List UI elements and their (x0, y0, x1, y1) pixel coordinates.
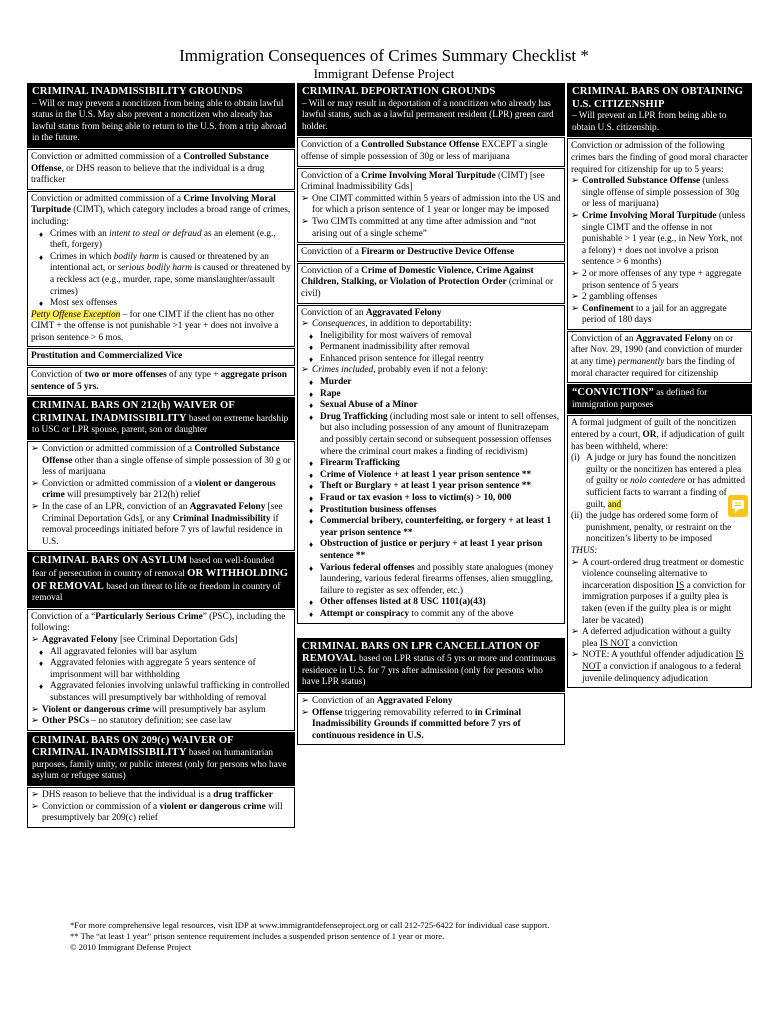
text: – Will or may result in deportation of a noncitizen who already has lawful status, such as a lawful permanent resident (LPR) green card holder. (302, 98, 554, 132)
list-item: ➢ Controlled Substance Offense (unless single offense of simple possession of 30g or less of marijuana) (571, 176, 748, 211)
text: based on well-founded fear of persecution in country of removal (32, 556, 275, 579)
list-item: ➢ 2 gambling offenses (571, 292, 748, 304)
page-subtitle: Immigrant Defense Project (313, 66, 455, 81)
list-item: ♦ Aggravated felonies with aggregate 5 years sentence of imprisonment will bar withholding (39, 658, 291, 681)
list-item: ♦ Permanent inadmissibility after removal (309, 342, 561, 354)
list-item: ➢ Offense triggering removability referred to in Criminal Inadmissibility Grounds if committed before 7 yrs of continuous residence in U.S. (301, 708, 561, 743)
list-item: ♦ Murder (309, 377, 561, 389)
list-item: ➢ Conviction or admitted commission of a Controlled Substance Offense other than a single offense of simple possession of 30 g or less of marijuana (31, 444, 291, 479)
text: based on threat to life or freedom in country of removal (32, 581, 281, 604)
inadmissibility-header (27, 83, 295, 148)
list-item: ♦ Enhanced prison sentence for illegal reentry (309, 354, 561, 366)
text: CRIMINAL BARS ON ASYLUM (32, 555, 188, 567)
list-item: ♦ Sexual Abuse of a Minor (309, 400, 561, 412)
list-item: ♦ Theft or Burglary + at least 1 year prison sentence ** (309, 481, 561, 493)
list-item: ➢ A court-ordered drug treatment or domestic violence counseling alternative to incarceration disposition IS a conviction for immigration purposes if a guilty plea is taken (even if the guilty plea is or might later be vacated) (571, 558, 748, 628)
list-item: (i) A judge or jury has found the noncitizen guilty or the noncitizen has entered a plea of guilty or nolo contedere or has admitted sufficient facts to warrant a finding of guilt, and (571, 453, 745, 510)
list-item: ➢ Other PSCs – no statutory definition; see case law (31, 716, 291, 728)
text: Controlled Substance Offense (31, 151, 269, 174)
list-item: ➢ NOTE: A youthful offender adjudication IS NOT a conviction if analogous to a federal juvenile delinquency adjudication (571, 650, 748, 685)
citizenship-header (567, 83, 752, 137)
list-item: ➢ 2 or more offenses of any type + aggregate prison sentence of 5 years (571, 269, 748, 292)
list-item: ♦ Ineligibility for most waivers of removal (309, 331, 561, 343)
text: CRIMINAL BARS ON LPR CANCELLATION OF REMOVAL (302, 640, 540, 665)
cit-af-box: Conviction of an Aggravated Felony on or after Nov. 29, 1990 (and conviction of murder at any time) permanently bars the finding of moral character required for citizenship (567, 331, 752, 383)
inad-cso-box (27, 149, 295, 190)
list-item: (ii) the judge has ordered some form of punishment, penalty, or restraint on the noncitizen’s liberty to be imposed (571, 511, 732, 545)
list-item: ♦ Other offenses listed at 8 USC 1101(a)(43) (309, 597, 561, 609)
list-item: ➢ Conviction or admitted commission of a violent or dangerous crime will presumptively bar 212(h) relief (31, 479, 291, 502)
footer-notes (70, 920, 750, 953)
and-highlight: and (607, 499, 622, 510)
list-item: ➢ One CIMT committed within 5 years of admission into the US and for which a prison sentence of 1 year or longer may be imposed (301, 194, 561, 217)
footer-line: © 2010 Immigrant Defense Project (70, 942, 192, 952)
list-item: ♦ Drug Trafficking (including most sale or intent to sell offenses, but also including possession of any amount of flunitrazepam and possibly certain second or subsequent possession offenses where the criminal court makes a finding of recidivism) (309, 412, 561, 458)
text: Conviction or admitted commission of a (31, 193, 184, 204)
list-item: ♦ Crimes in which bodily harm is caused or threatened by an intentional act, or serious bodily harm is caused or threatened by a reckless act (e.g., murder, rape, some manslaughter/assault crimes) (39, 252, 291, 298)
list-item: ♦ Commercial bribery, counterfeiting, or forgery + at least 1 year prison sentence ** (309, 516, 561, 539)
text: CRIMINAL BARS ON 212(h) WAIVER OF CRIMINAL INADMISSIBILITY (32, 400, 235, 424)
list-item: ➢ DHS reason to believe that the individual is a drug trafficker (31, 790, 291, 802)
dep-cso-box: Conviction of a Controlled Substance Offense EXCEPT a single offense of simple possession of 30g or less of marijuana (297, 137, 565, 166)
lpr-cancellation-box (297, 693, 565, 745)
list-item: ♦ Aggravated felonies involving unlawful trafficking in controlled substances will presumptively bar withholding of removal (39, 681, 291, 704)
dep-dv-box: Conviction of a Crime of Domestic Violence, Crime Against Children, Stalking, or Violation of Protection Order (criminal or civil) (297, 263, 565, 304)
text: Conviction or admitted commission of a (31, 151, 184, 162)
asylum-header (27, 552, 295, 607)
waiver-209c-header (27, 732, 295, 786)
list-item: ♦ Various federal offenses and possibly state analogues (money laundering, various federal firearms offenses, alien smuggling, failure to register as sex offender, etc.) (309, 563, 561, 598)
inadmissibility-header-text: – Will or may prevent a noncitizen from being able to obtain lawful status in the U.S. May also prevent a noncitizen who already has lawful status from being able to return to the U.S. from a trip abroad in the future. (32, 98, 287, 144)
column-citizenship (567, 83, 752, 689)
text: as defined for immigration purposes (572, 388, 708, 410)
deportation-header (297, 83, 565, 136)
list-item: ♦ Crime of Violence + at least 1 year prison sentence ** (309, 470, 561, 482)
list-item: ♦ Firearm Trafficking (309, 458, 561, 470)
list-item: ➢ Confinement to a jail for an aggregate period of 180 days (571, 304, 748, 327)
dep-firearm-box: Conviction of a Firearm or Destructive Device Offense (297, 244, 565, 262)
text: OR WITHHOLDING OF REMOVAL (32, 567, 289, 592)
column-deportation (297, 83, 565, 746)
waiver-212h-header (27, 397, 295, 440)
lpr-cancellation-header (297, 638, 565, 692)
list-item: ♦ Rape (309, 389, 561, 401)
list-item: ♦ Most sex offenses (39, 298, 291, 310)
list-item: ➢ Violent or dangerous crime will presumptively bar asylum (31, 705, 291, 717)
text: CRIMINAL DEPORTATION GROUNDS (302, 86, 496, 97)
list-item: ♦ Crimes with an intent to steal or defraud as an element (e.g., theft, forgery) (39, 229, 291, 252)
conviction-header (567, 384, 752, 414)
text: CRIMINAL BARS ON 209(c) WAIVER OF CRIMINAL INADMISSIBILITY (32, 734, 234, 759)
conviction-box: A formal judgment of guilt of the noncitizen entered by a court, OR, if adjudication of guilt has been withheld, where: (i) A judge or jury has found the noncitizen guilty or the noncitizen has entered a plea of guilty or nolo contedere or has admitted sufficient facts to warrant a finding of guilt, and (ii) the judge has ordered some form of punishment, penalty, or restraint on the noncitizen’s liberty to be imposed THUS: ➢ A court-ordered drug treatment or domestic violence counseling alternative to incarceration disposition IS a conviction for immigration purposes if a guilty plea is taken (even if the guilty plea is or might later be vacated) ➢ A deferred adjudication without a guilty plea IS NOT a conviction ➢ NOTE: A youthful offender adjudication IS NOT a conviction if analogous to a federal juvenile delinquency adjudication (567, 415, 752, 688)
text: – Will prevent an LPR from being able to obtain U.S. citizenship. (572, 111, 727, 133)
list-item: ♦ Attempt or conspiracy to commit any of the above (309, 609, 561, 621)
text: based on LPR status of 5 yrs or more and continuous residence in U.S. for 7 yrs after admission (only for persons who have LPR status) (302, 654, 556, 688)
list-item: ➢ Two CIMTs committed at any time after admission and “not arising out of a single scheme” (301, 217, 561, 240)
inad-cimt-box (27, 191, 295, 348)
page-title: Immigration Consequences of Crimes Summary Checklist * (179, 46, 589, 65)
petty-offense-highlight: Petty Offense Exception (31, 309, 121, 320)
text: (CIMT), which category includes a broad range of crimes, including: (31, 205, 291, 227)
text: – for one CIMT if the client has no other CIMT + the offense is not punishable >1 year + does not involve a prison sentence > 6 mos. (31, 309, 279, 343)
list-item: ➢ A deferred adjudication without a guilty plea IS NOT a conviction (571, 627, 748, 650)
list-item: ➢ Aggravated Felony [see Criminal Deportation Gds] (31, 635, 291, 647)
list-item: ➢ Consequences, in addition to deportability: (301, 319, 561, 331)
footer-line: *For more comprehensive legal resources, visit IDP at www.immigrantdefenseproject.org or call 212-725-6422 for individual case support. (70, 920, 550, 930)
inadmissibility-header-title: CRIMINAL INADMISSIBILITY GROUNDS (32, 86, 243, 97)
text: based on humanitarian purposes, family unity, or public interest (only for persons who have asylum or refugee status) (32, 748, 287, 782)
list-item: ➢ Crimes included, probably even if not a felony: (301, 365, 561, 377)
text: Prostitution and Commercialized Vice (31, 351, 183, 362)
asylum-box: Conviction of a “Particularly Serious Crime” (PSC), including the following: ➢ Aggravated Felony [see Criminal Deportation Gds] ♦ All aggravated felonies will bar asylum ♦ Aggravated felonies with aggregate 5 years sentence of imprisonment will bar withholding ♦ Aggravated felonies involving unlawful trafficking in controlled substances will presumptively bar withholding of removal ➢ Violent or dangerous crime will presumptively bar asylum ➢ Other PSCs – no statutory definition; see case law (27, 609, 295, 731)
prostitution-box (27, 348, 295, 366)
waiver-209c-box (27, 787, 295, 828)
column-inadmissibility (27, 83, 295, 829)
waiver-212h-box (27, 441, 295, 551)
list-item: ➢ Crime Involving Moral Turpitude (unless single CIMT and the offense in not punishable > 1 year (e.g., in New York, not a felony) + does not involve a prison sentence > 6 months) (571, 211, 748, 269)
list-item: ♦ Fraud or tax evasion + loss to victim(s) > 10, 000 (309, 493, 561, 505)
list-item: ➢ Conviction or commission of a violent or dangerous crime will presumptively bar 209(c) relief (31, 802, 291, 825)
gmc-box: Conviction or admission of the following crimes bars the finding of good moral character required for citizenship for up to 5 years: ➢ Controlled Substance Offense (unless single offense of simple possession of 30g or less of marijuana) ➢ Crime Involving Moral Turpitude (unless single CIMT and the offense in not punishable > 1 year (e.g., in New York, not a felony) + does not involve a prison sentence > 6 months) ➢ 2 or more offenses of any type + aggregate prison sentence of 5 years ➢ 2 gambling offenses ➢ Confinement to a jail for an aggregate period of 180 days (567, 138, 752, 330)
list-item: ➢ In the case of an LPR, conviction of an Aggravated Felony [see Criminal Deportation Gds], or any Criminal Inadmissibility if removal proceedings initiated before 7 yrs of lawful residence in U.S. (31, 502, 291, 548)
list-item: ♦ Obstruction of justice or perjury + at least 1 year prison sentence ** (309, 539, 561, 562)
two-offenses-box: Conviction of two or more offenses of any type + aggregate prison sentence of 5 yrs. (27, 367, 295, 396)
text: based on extreme hardship to USC or LPR spouse, parent, son or daughter (32, 413, 289, 436)
text: CRIMINAL BARS ON OBTAINING U.S. CITIZENSHIP (572, 86, 744, 110)
footer-line: ** The “at least 1 year” prison sentence requirement includes a suspended prison sentence of 1 year or more. (70, 931, 445, 941)
dep-cimt-box: Conviction of a Crime Involving Moral Turpitude (CIMT) [see Criminal Inadmissibility Gds] ➢ One CIMT committed within 5 years of admission into the US and for which a prison sentence of 1 year or longer may be imposed ➢ Two CIMTs committed at any time after admission and “not arising out of a single scheme” (297, 168, 565, 244)
list-item: ➢ Conviction of an Aggravated Felony (301, 696, 561, 708)
text: Crime Involving Moral Turpitude (31, 193, 276, 216)
dep-af-box: Conviction of an Aggravated Felony ➢ Consequences, in addition to deportability: ♦ Ineligibility for most waivers of removal ♦ Permanent inadmissibility after removal ♦ Enhanced prison sentence for illegal reentry ➢ Crimes included, probably even if not a felony: ♦ Murder ♦ Rape ♦ Sexual Abuse of a Minor ♦ Drug Trafficking (including most sale or intent to sell offenses, but also including possession of any amount of flunitrazepam and possibly certain second or subsequent possession offenses where the criminal court makes a finding of recidivism) ♦ Firearm Trafficking ♦ Crime of Violence + at least 1 year prison sentence ** ♦ Theft or Burglary + at least 1 year prison sentence ** ♦ Fraud or tax evasion + loss to victim(s) > 10, 000 ♦ Prostitution business offenses ♦ Commercial bribery, counterfeiting, or forgery + at least 1 year prison sentence ** ♦ Obstruction of justice or perjury + at least 1 year prison sentence ** ♦ Various federal offenses and possibly state analogues (money laundering, various federal firearms offenses, alien smuggling, failure to register as sex offender, etc.) ♦ Other offenses listed at 8 USC 1101(a)(43) ♦ Attempt or conspiracy to commit any of the above (297, 305, 565, 624)
text: “CONVICTION” (572, 387, 654, 399)
list-item: ♦ All aggravated felonies will bar asylum (39, 647, 291, 659)
list-item: ♦ Prostitution business offenses (309, 505, 561, 517)
text: , or DHS reason to believe that the individual is a drug trafficker (31, 163, 265, 186)
comment-icon[interactable] (728, 495, 748, 517)
